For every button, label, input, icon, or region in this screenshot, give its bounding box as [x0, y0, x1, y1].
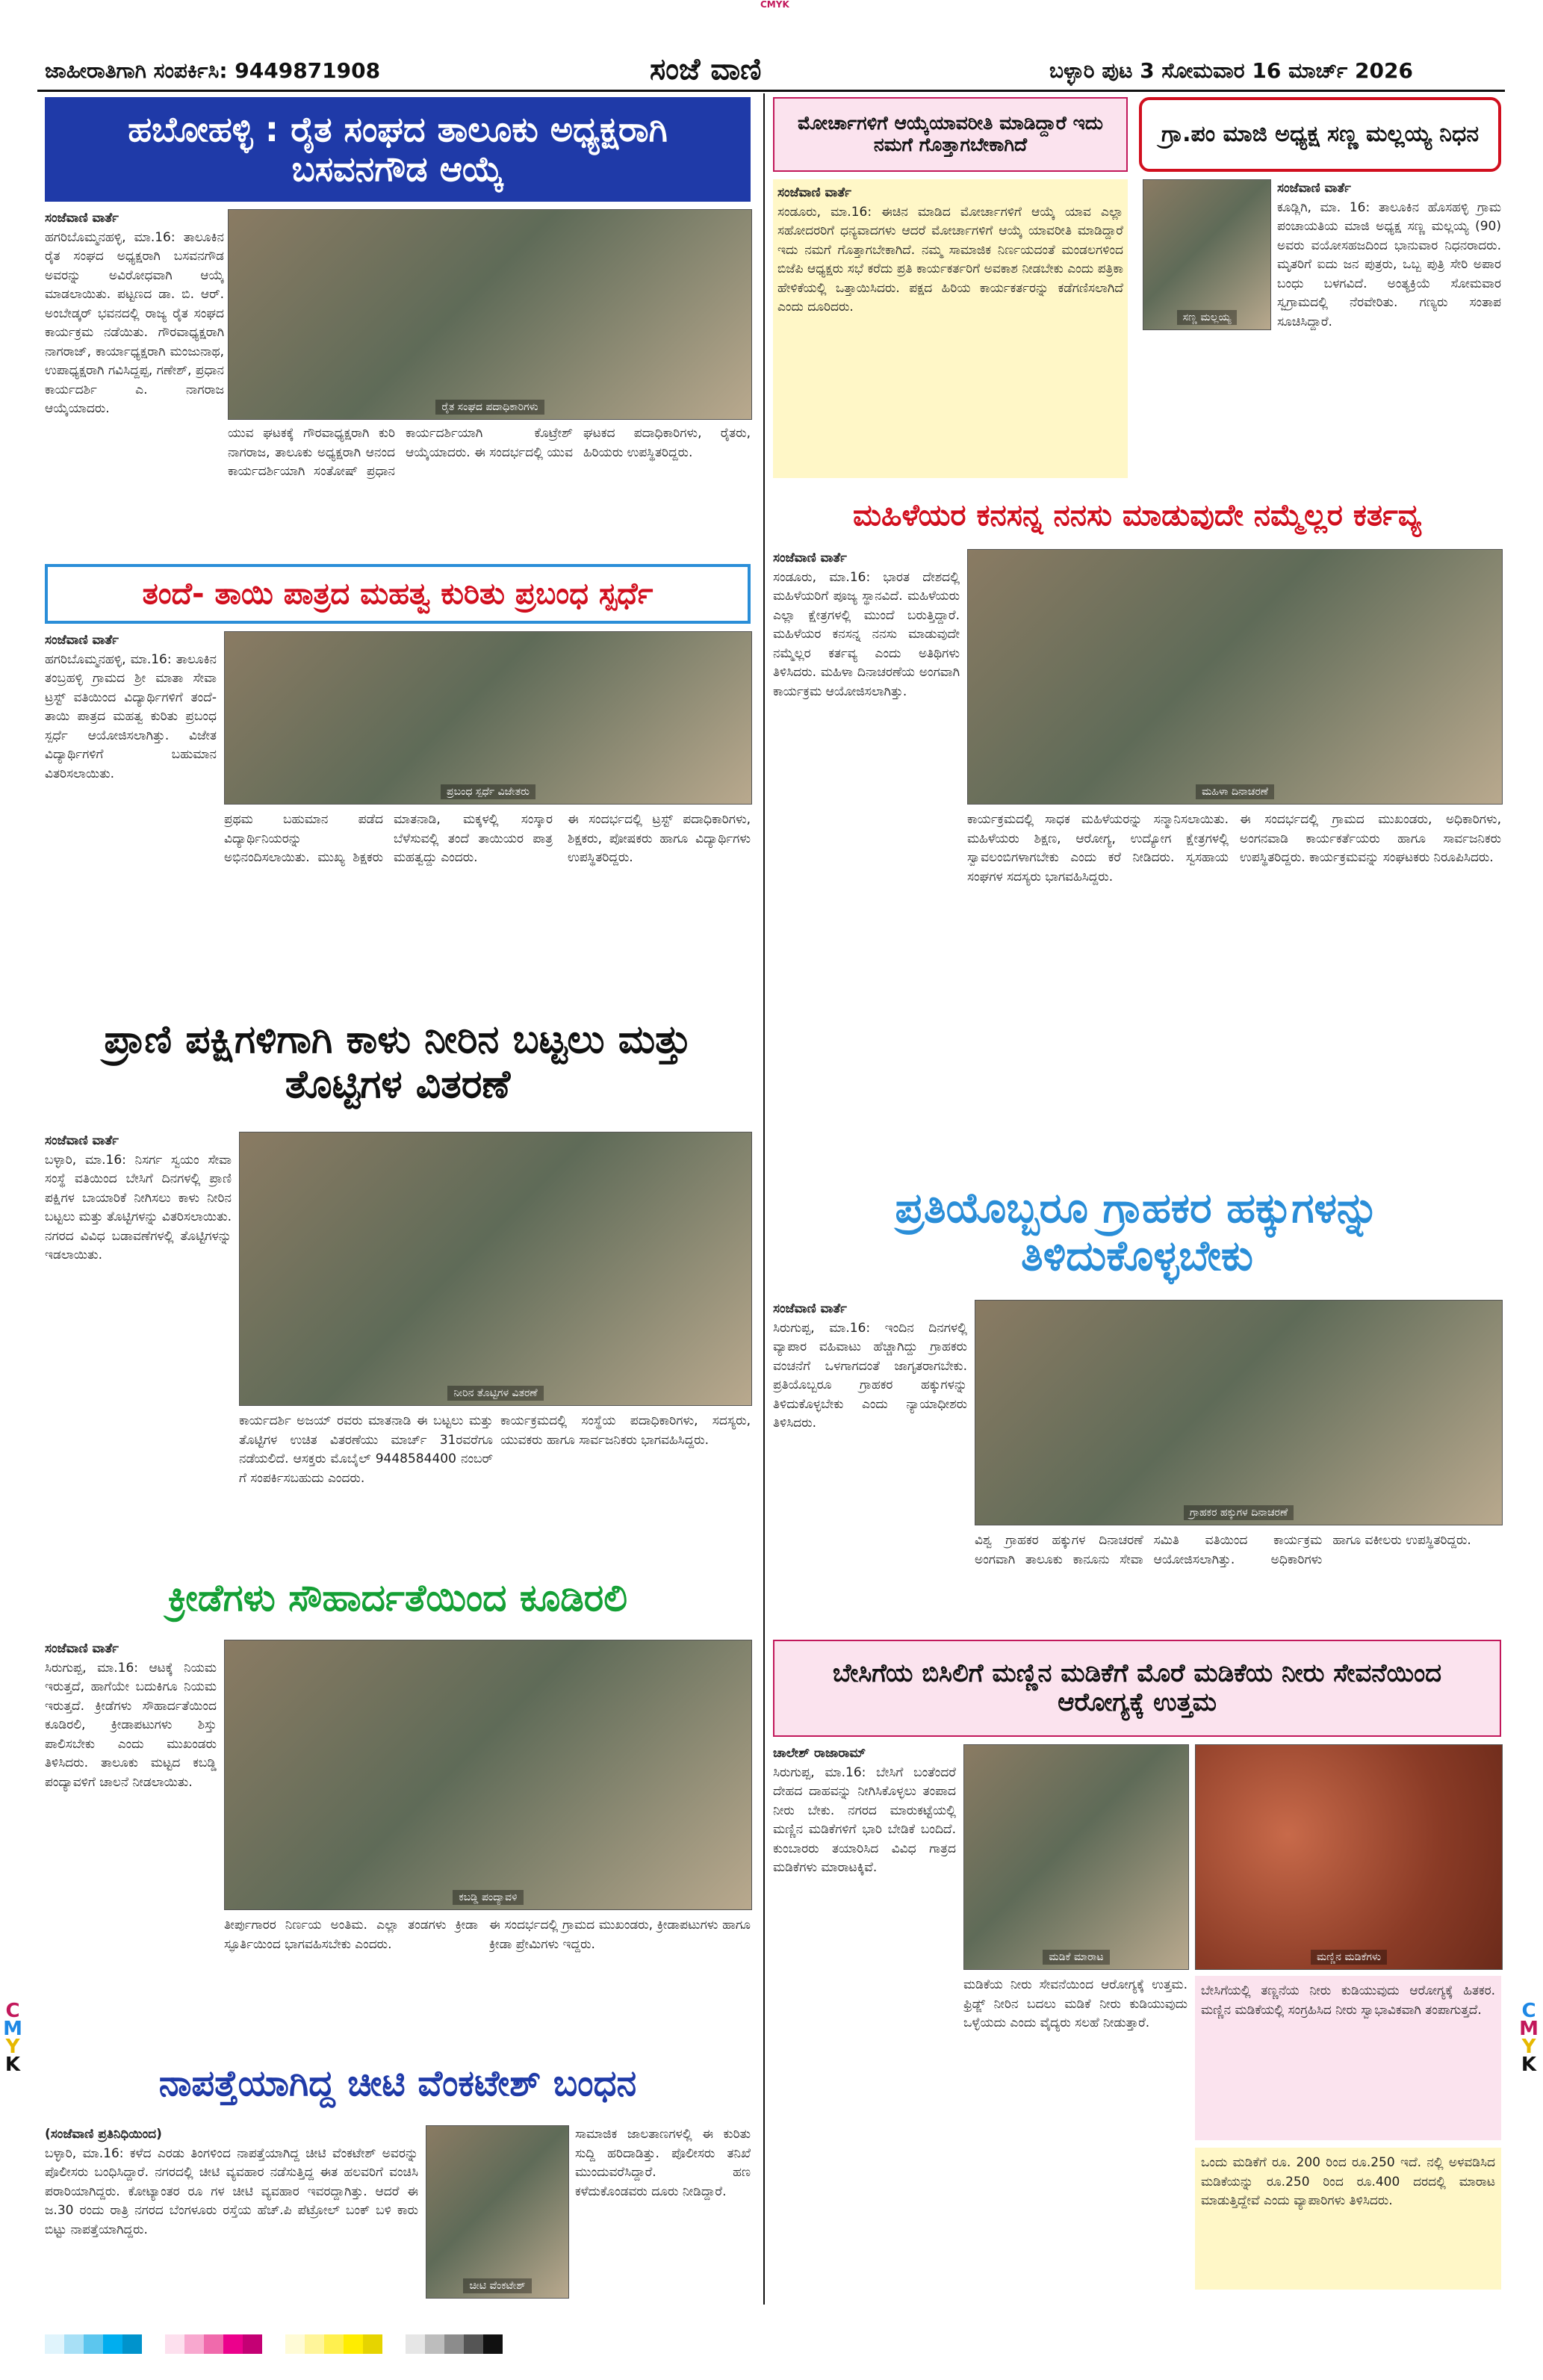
- story4-text-c: [1240, 811, 1501, 1162]
- story6-byline: ಸಂಜೆವಾಣಿ ವಾರ್ತೆ: [45, 1133, 119, 1148]
- story8-text-a: [45, 1640, 217, 2043]
- story1-body2: ಯುವ ಘಟಕಕ್ಕೆ ಗೌರವಾಧ್ಯಕ್ಷರಾಗಿ ಕುರಿ ನಾಗರಾಜ, ತಾಲೂಕು ಅಧ್ಯಕ್ಷರಾಗಿ ಆನಂದ ಕಾರ್ಯದರ್ಶಿಯಾಗಿ ಸಂತೋಷ್ ಪ್ರಧಾನ ಕಾರ್ಯದರ್ಶಿಯಾಗಿ ಕೊಟ್ರೇಶ್ ಆಯ್ಕೆಯಾದರು. ಈ ಸಂದರ್ಭದಲ್ಲಿ ಯುವ ಘಟಕದ ಪದಾಧಿಕಾರಿಗಳು, ರೈತರು, ಹಿರಿಯರು ಉಪಸ್ಥಿತರಿದ್ದರು.: [228, 426, 751, 479]
- story10-text-b: [575, 2125, 751, 2301]
- story6-body2: ಕಾರ್ಯದರ್ಶಿ ಅಜಯ್ ರವರು ಮಾತನಾಡಿ ಈ ಬಟ್ಟಲು ಮತ್ತು ತೊಟ್ಟಿಗಳ ಉಚಿತ ವಿತರಣೆಯು ಮಾರ್ಚ್ 31ರವರೆಗೂ ನಡೆಯಲಿದೆ. ಆಸಕ್ತರು ಮೊಬೈಲ್ 9448584400 ನಂಬರ್ ಗೆ ಸಂಪರ್ಕಿಸಬಹುದು ಎಂದರು.: [239, 1413, 493, 1486]
- story10-headline: ನಾಪತ್ತೆಯಾಗಿದ್ದ ಚೀಟಿ ವೆಂಕಟೇಶ್ ಬಂಧನ: [158, 2063, 637, 2105]
- story3-byline: ಸಂಜೆವಾಣಿ ವಾರ್ತೆ: [1277, 181, 1351, 196]
- story9-body3: ಒಂದು ಮಡಿಕೆಗೆ ರೂ. 200 ರಿಂದ ರೂ.250 ಇದೆ. ನಲ್ಲಿ ಅಳವಡಿಸಿದ ಮಡಿಕೆಯನ್ನು ರೂ.250 ರಿಂದ ರೂ.400 ದರದಲ್ಲಿ ಮಾರಾಟ ಮಾಡುತ್ತಿದ್ದೇವೆ ಎಂದು ವ್ಯಾಪಾರಿಗಳು ತಿಳಿಸಿದರು.: [1201, 2155, 1495, 2208]
- story3-text: [1277, 179, 1501, 478]
- story6-body1: ಬಳ್ಳಾರಿ, ಮಾ.16: ನಿಸರ್ಗ ಸ್ವಯಂ ಸೇವಾ ಸಂಸ್ಥೆ ವತಿಯಿಂದ ಬೇಸಿಗೆ ದಿನಗಳಲ್ಲಿ ಪ್ರಾಣಿ ಪಕ್ಷಿಗಳ ಬಾಯಾರಿಕೆ ನೀಗಿಸಲು ಕಾಳು ನೀರಿನ ಬಟ್ಟಲು ಮತ್ತು ತೊಟ್ಟಿಗಳನ್ನು ವಿತರಿಸಲಾಯಿತು. ನಗರದ ವಿವಿಧ ಬಡಾವಣೆಗಳಲ್ಲಿ ತೊಟ್ಟಿಗಳನ್ನು ಇಡಲಾಯಿತು.: [45, 1152, 232, 1262]
- story5-text-a: [45, 631, 217, 990]
- story8-body1: ಸಿರುಗುಪ್ಪ, ಮಾ.16: ಆಟಕ್ಕೆ ನಿಯಮ ಇರುತ್ತದೆ, ಹಾಗೆಯೇ ಬದುಕಿಗೂ ನಿಯಮ ಇರುತ್ತದೆ. ಕ್ರೀಡೆಗಳು ಸೌಹಾರ್ದತೆಯಿಂದ ಕೂಡಿರಲಿ, ಕ್ರೀಡಾಪಟುಗಳು ಶಿಸ್ತು ಪಾಲಿಸಬೇಕು ಎಂದು ಮುಖಂಡರು ತಿಳಿಸಿದರು. ತಾಲೂಕು ಮಟ್ಟದ ಕಬಡ್ಡಿ ಪಂದ್ಯಾವಳಿಗೆ ಚಾಲನೆ ನೀಡಲಾಯಿತು.: [45, 1660, 217, 1790]
- story10-photo: [426, 2125, 569, 2299]
- story1-headline: ಹಬೋಹಳ್ಳಿ : ರೈತ ಸಂಘದ ತಾಲೂಕು ಅಧ್ಯಕ್ಷರಾಗಿ ಬಸವನಗೌಡ ಆಯ್ಕೆ: [45, 97, 751, 202]
- story4-photo: [967, 549, 1503, 805]
- story10-byline: (ಸಂಜೆವಾಣಿ ಪ್ರತಿನಿಧಿಯಿಂದ): [45, 2127, 162, 2142]
- column-divider: [763, 93, 765, 2305]
- story5-headline: ತಂದೆ- ತಾಯಿ ಪಾತ್ರದ ಮಹತ್ವ ಕುರಿತು ಪ್ರಬಂಧ ಸ್ಪರ್ಧೆ: [45, 564, 751, 624]
- story7-body1: ಸಿರುಗುಪ್ಪ, ಮಾ.16: ಇಂದಿನ ದಿನಗಳಲ್ಲಿ ವ್ಯಾಪಾರ ವಹಿವಾಟು ಹೆಚ್ಚಾಗಿದ್ದು ಗ್ರಾಹಕರು ವಂಚನೆಗೆ ಒಳಗಾಗದಂತೆ ಜಾಗೃತರಾಗಬೇಕು. ಪ್ರತಿಯೊಬ್ಬರೂ ಗ್ರಾಹಕರ ಹಕ್ಕುಗಳನ್ನು ತಿಳಿದುಕೊಳ್ಳಬೇಕು ಎಂದು ನ್ಯಾಯಾಧೀಶರು ತಿಳಿಸಿದರು.: [773, 1320, 967, 1431]
- story9-photo-b-caption: ಮಣ್ಣಿನ ಮಡಿಕೆಗಳು: [1311, 1950, 1387, 1965]
- story4-text-b: [967, 811, 1229, 1162]
- story7-text-a: [773, 1300, 967, 1628]
- story2-text: [773, 179, 1128, 478]
- story8-headline: ಕ್ರೀಡೆಗಳು ಸೌಹಾರ್ದತೆಯಿಂದ ಕೂಡಿರಲಿ: [167, 1576, 628, 1620]
- story7-photo: [975, 1300, 1503, 1525]
- story4-byline: ಸಂಜೆವಾಣಿ ವಾರ್ತೆ: [773, 551, 847, 565]
- story5-photo-caption: ಪ್ರಬಂಧ ಸ್ಪರ್ಧೆ ವಿಜೇತರು: [441, 784, 535, 799]
- story5-body2: ಪ್ರಥಮ ಬಹುಮಾನ ಪಡೆದ ವಿದ್ಯಾರ್ಥಿನಿಯರನ್ನು ಅಭಿನಂದಿಸಲಾಯಿತು. ಮುಖ್ಯ ಶಿಕ್ಷಕರು ಮಾತನಾಡಿ, ಮಕ್ಕಳಲ್ಲಿ ಸಂಸ್ಕಾರ ಬೆಳೆಸುವಲ್ಲಿ ತಂದೆ ತಾಯಿಯರ ಪಾತ್ರ ಮಹತ್ವದ್ದು ಎಂದರು.: [224, 812, 553, 865]
- story5-photo: [224, 631, 752, 805]
- story7-photo-caption: ಗ್ರಾಹಕರ ಹಕ್ಕುಗಳ ದಿನಾಚರಣೆ: [1184, 1505, 1294, 1520]
- story9-highlight-text: ಬೇಸಿಗೆಯಲ್ಲಿ ತಣ್ಣನೆಯ ನೀರು ಕುಡಿಯುವುದು ಆರೋಗ್ಯಕ್ಕೆ ಹಿತಕರ. ಮಣ್ಣಿನ ಮಡಿಕೆಯಲ್ಲಿ ಸಂಗ್ರಹಿಸಿದ ನೀರು ಸ್ವಾಭಾವಿಕವಾಗಿ ತಂಪಾಗುತ್ತದೆ.: [1201, 1983, 1495, 2018]
- story9-text-b: [963, 1976, 1187, 2290]
- story9-body1: ಸಿರುಗುಪ್ಪ, ಮಾ.16: ಬೇಸಿಗೆ ಬಂತೆಂದರೆ ದೇಹದ ದಾಹವನ್ನು ನೀಗಿಸಿಕೊಳ್ಳಲು ತಂಪಾದ ನೀರು ಬೇಕು. ನಗರದ ಮಾರುಕಟ್ಟೆಯಲ್ಲಿ ಮಣ್ಣಿನ ಮಡಿಕೆಗಳಿಗೆ ಭಾರಿ ಬೇಡಿಕೆ ಬಂದಿದೆ. ಕುಂಬಾರರು ತಯಾರಿಸಿದ ವಿವಿಧ ಗಾತ್ರದ ಮಡಿಕೆಗಳು ಮಾರಾಟಕ್ಕಿವೆ.: [773, 1764, 956, 1875]
- story1-photo-caption: ರೈತ ಸಂಘದ ಪದಾಧಿಕಾರಿಗಳು: [435, 400, 544, 415]
- story3-photo-caption: ಸಣ್ಣ ಮಲ್ಲಯ್ಯ: [1177, 310, 1238, 325]
- story8-photo-caption: ಕಬಡ್ಡಿ ಪಂದ್ಯಾವಳಿ: [453, 1890, 523, 1905]
- story7-body2: ವಿಶ್ವ ಗ್ರಾಹಕರ ಹಕ್ಕುಗಳ ದಿನಾಚರಣೆ ಅಂಗವಾಗಿ ತಾಲೂಕು ಕಾನೂನು ಸೇವಾ ಸಮಿತಿ ವತಿಯಿಂದ ಕಾರ್ಯಕ್ರಮ ಆಯೋಜಿಸಲಾಗಿತ್ತು. ಅಧಿಕಾರಿಗಳು ಹಾಗೂ ವಕೀಲರು ಉಪಸ್ಥಿತರಿದ್ದರು.: [975, 1533, 1471, 1567]
- story6-photo: [239, 1132, 752, 1406]
- story7-text-b: [975, 1531, 1501, 1628]
- story4-text-a: [773, 549, 960, 1162]
- story4-body1: ಸಂಡೂರು, ಮಾ.16: ಭಾರತ ದೇಶದಲ್ಲಿ ಮಹಿಳೆಯರಿಗೆ ಪೂಜ್ಯ ಸ್ಥಾನವಿದೆ. ಮಹಿಳೆಯರು ಎಲ್ಲಾ ಕ್ಷೇತ್ರಗಳಲ್ಲಿ ಮುಂದೆ ಬರುತ್ತಿದ್ದಾರೆ. ಮಹಿಳೆಯರ ಕನಸನ್ನ ನನಸು ಮಾಡುವುದೇ ನಮ್ಮೆಲ್ಲರ ಕರ್ತವ್ಯ ಎಂದು ಅತಿಥಿಗಳು ತಿಳಿಸಿದರು. ಮಹಿಳಾ ದಿನಾಚರಣೆಯ ಅಂಗವಾಗಿ ಕಾರ್ಯಕ್ರಮ ಆಯೋಜಿಸಲಾಗಿತ್ತು.: [773, 569, 960, 699]
- story9-text-a: [773, 1744, 956, 2133]
- story2-body: ಸಂಡೂರು, ಮಾ.16: ಈಚಿನ ಮಾಡಿದ ಮೋರ್ಚಾಗಳಿಗೆ ಆಯ್ಕೆ ಯಾವ ಎಲ್ಲಾ ಸಹೋದರರಿಗೆ ಧನ್ಯವಾದಗಳು ಆದರೆ ಮೋರ್ಚಾಗಳಿಗೆ ಆಯ್ಕೆ ಯಾವರೀತಿ ಮಾಡಿದ್ದಾರೆ ಇದು ನಮಗೆ ಗೊತ್ತಾಗಬೇಕಾಗಿದೆ. ನಮ್ಮ ಸಾಮಾಜಿಕ ನಿರ್ಣಯದಂತೆ ಮಂಡಲಗಳಿಂದ ಬಿಜೆಪಿ ಆಧ್ಯಕ್ಷರು ಸಭೆ ಕರೆದು ಪ್ರತಿ ಕಾರ್ಯಕರ್ತರಿಗೆ ಅವಕಾಶ ನೀಡಬೇಕು ಎಂದು ಪತ್ರಿಕಾ ಹೇಳಿಕೆಯಲ್ಲಿ ಒತ್ತಾಯಿಸಿದರು. ಪಕ್ಷದ ಹಿರಿಯ ಕಾರ್ಯಕರ್ತರನ್ನು ಕಡೆಗಣಿಸಲಾಗಿದೆ ಎಂದು ದೂರಿದರು.: [777, 204, 1123, 314]
- story8-text-b: [224, 1916, 478, 2043]
- story10-body3: ಸಾಮಾಜಿಕ ಜಾಲತಾಣಗಳಲ್ಲಿ ಈ ಕುರಿತು ಸುದ್ದಿ ಹರಿದಾಡಿತ್ತು. ಪೊಲೀಸರು ತನಿಖೆ ಮುಂದುವರೆಸಿದ್ದಾರೆ. ಹಣ ಕಳೆದುಕೊಂಡವರು ದೂರು ನೀಡಿದ್ದಾರೆ.: [575, 2127, 751, 2199]
- story5-text-c: [568, 811, 751, 990]
- story5-byline: ಸಂಜೆವಾಣಿ ವಾರ್ತೆ: [45, 633, 119, 648]
- story2-byline: ಸಂಜೆವಾಣಿ ವಾರ್ತೆ: [777, 185, 851, 200]
- story3-photo: [1143, 179, 1271, 330]
- edition-line: ಬಳ್ಳಾರಿ ಪುಟ 3 ಸೋಮವಾರ 16 ಮಾರ್ಚ್ 2026: [1049, 58, 1413, 83]
- story8-byline: ಸಂಜೆವಾಣಿ ವಾರ್ತೆ: [45, 1641, 119, 1656]
- story9-text-c: [1195, 2148, 1501, 2290]
- story10-body2: ಕೋಟ್ಯಾಂತರ ರೂ ಗಳ ಚೀಟಿ ವ್ಯವಹಾರ ಇವರದ್ದಾಗಿತ್ತು. ಆದರೆ ಈ ಜ.30 ರಂದು ರಾತ್ರಿ ನಗರದ ಬೆಂಗಳೂರು ರಸ್ತೆಯ ಹೆಚ್.ಪಿ ಪೆಟ್ರೋಲ್ ಬಂಕ್ ಬಳಿ ಕಾರು ಬಿಟ್ಟು ನಾಪತ್ತೆಯಾಗಿದ್ದರು.: [45, 2184, 418, 2237]
- story9-photo-a-caption: ಮಡಿಕೆ ಮಾರಾಟ: [1043, 1950, 1109, 1965]
- story7-headline: ಪ್ರತಿಯೊಬ್ಬರೂ ಗ್ರಾಹಕರ ಹಕ್ಕುಗಳನ್ನು ತಿಳಿದುಕೊಳ್ಳಬೇಕು: [895, 1183, 1379, 1280]
- story9-body2: ಮಡಿಕೆಯ ನೀರು ಸೇವನೆಯಿಂದ ಆರೋಗ್ಯಕ್ಕೆ ಉತ್ತಮ. ಫ್ರಿಡ್ಜ್ ನೀರಿನ ಬದಲು ಮಡಿಕೆ ನೀರು ಕುಡಿಯುವುದು ಒಳ್ಳೆಯದು ಎಂದು ವೈದ್ಯರು ಸಲಹೆ ನೀಡುತ್ತಾರೆ.: [963, 1977, 1187, 2030]
- story9-photo-a: [963, 1744, 1189, 1970]
- story8-photo: [224, 1640, 752, 1910]
- story5-text-b: [224, 811, 553, 990]
- story1-text-a: [45, 209, 224, 590]
- story8-body2: ತೀರ್ಪುಗಾರರ ನಿರ್ಣಯ ಅಂತಿಮ. ಎಲ್ಲಾ ತಂಡಗಳು ಕ್ರೀಡಾ ಸ್ಫೂರ್ತಿಯಿಂದ ಭಾಗವಹಿಸಬೇಕು ಎಂದರು.: [224, 1918, 478, 1952]
- story6-text-b: [239, 1412, 493, 1550]
- story1-byline: ಸಂಜೆವಾಣಿ ವಾರ್ತೆ: [45, 211, 119, 226]
- cmyk-mark-right: C M Y K: [1519, 2000, 1539, 2076]
- story10-photo-caption: ಚೀಟಿ ವೆಂಕಟೇಶ್: [463, 2278, 531, 2293]
- story10-body1: ಬಳ್ಳಾರಿ, ಮಾ.16: ಕಳೆದ ಎರಡು ತಿಂಗಳಿಂದ ನಾಪತ್ತೆಯಾಗಿದ್ದ ಚೀಟಿ ವೆಂಕಟೇಶ್ ಅವರನ್ನು ಪೊಲೀಸರು ಬಂಧಿಸಿದ್ದಾರೆ. ನಗರದಲ್ಲಿ ಚೀಟಿ ವ್ಯವಹಾರ ನಡೆಸುತ್ತಿದ್ದ ಈತ ಹಲವರಿಗೆ ವಂಚಿಸಿ ಪರಾರಿಯಾಗಿದ್ದರು.: [45, 2145, 418, 2199]
- story5-body3: ಈ ಸಂದರ್ಭದಲ್ಲಿ ಟ್ರಸ್ಟ್ ಪದಾಧಿಕಾರಿಗಳು, ಶಿಕ್ಷಕರು, ಪೋಷಕರು ಹಾಗೂ ವಿದ್ಯಾರ್ಥಿಗಳು ಉಪಸ್ಥಿತರಿದ್ದರು.: [568, 812, 751, 865]
- cmyk-mark-left: C M Y K: [3, 2000, 22, 2076]
- cmyk-mark-top: CMYK: [760, 0, 789, 10]
- story4-headline: ಮಹಿಳೆಯರ ಕನಸನ್ನ ನನಸು ಮಾಡುವುದೇ ನಮ್ಮೆಲ್ಲರ ಕರ್ತವ್ಯ: [853, 498, 1421, 533]
- story8-text-c: [489, 1916, 751, 2043]
- masthead: ಸಂಜೆ ವಾಣಿ: [650, 52, 762, 87]
- story6-photo-caption: ನೀರಿನ ತೊಟ್ಟಿಗಳ ವಿತರಣೆ: [447, 1386, 543, 1401]
- story3-headline: ಗ್ರಾ.ಪಂ ಮಾಜಿ ಅಧ್ಯಕ್ಷ ಸಣ್ಣ ಮಲ್ಲಯ್ಯ ನಿಧನ: [1139, 97, 1501, 172]
- story4-photo-caption: ಮಹಿಳಾ ದಿನಾಚರಣೆ: [1196, 784, 1274, 799]
- color-calibration-bar: [45, 2334, 702, 2354]
- story1-photo: [228, 209, 752, 420]
- story7-byline: ಸಂಜೆವಾಣಿ ವಾರ್ತೆ: [773, 1301, 847, 1316]
- story9-headline: ಬೇಸಿಗೆಯ ಬಿಸಿಲಿಗೆ ಮಣ್ಣಿನ ಮಡಿಕೆಗೆ ಮೊರೆ ಮಡಿಕೆಯ ನೀರು ಸೇವನೆಯಿಂದ ಆರೋಗ್ಯಕ್ಕೆ ಉತ್ತಮ: [773, 1640, 1501, 1737]
- story9-highlight: [1195, 1976, 1501, 2140]
- story3-body: ಕೂಡ್ಲಿಗಿ, ಮಾ. 16: ತಾಲೂಕಿನ ಹೊಸಹಳ್ಳಿ ಗ್ರಾಮ ಪಂಚಾಯತಿಯ ಮಾಜಿ ಅಧ್ಯಕ್ಷ ಸಣ್ಣ ಮಲ್ಲಯ್ಯ (90) ಅವರು ವಯೋಸಹಜದಿಂದ ಭಾನುವಾರ ನಿಧನರಾದರು. ಮೃತರಿಗೆ ಐದು ಜನ ಪುತ್ರರು, ಒಬ್ಬ ಪುತ್ರಿ ಸೇರಿ ಅಪಾರ ಬಂಧು ಬಳಗವಿದೆ. ಅಂತ್ಯಕ್ರಿಯೆ ಸೋಮವಾರ ಸ್ವಗ್ರಾಮದಲ್ಲಿ ನೆರವೇರಿತು. ಗಣ್ಯರು ಸಂತಾಪ ಸೂಚಿಸಿದ್ದಾರೆ.: [1277, 199, 1501, 329]
- story9-photo-b: [1195, 1744, 1503, 1970]
- story4-body3: ಈ ಸಂದರ್ಭದಲ್ಲಿ ಗ್ರಾಮದ ಮುಖಂಡರು, ಅಧಿಕಾರಿಗಳು, ಅಂಗನವಾಡಿ ಕಾರ್ಯಕರ್ತೆಯರು ಹಾಗೂ ಸಾರ್ವಜನಿಕರು ಉಪಸ್ಥಿತರಿದ್ದರು. ಕಾರ್ಯಕ್ರಮವನ್ನು ಸಂಘಟಕರು ನಿರೂಪಿಸಿದರು.: [1240, 812, 1501, 865]
- story2-headline: ಮೋರ್ಚಾಗಳಿಗೆ ಆಯ್ಕೆಯಾವರೀತಿ ಮಾಡಿದ್ದಾರೆ ಇದು ನಮಗೆ ಗೊತ್ತಾಗಬೇಕಾಗಿದೆ: [773, 97, 1128, 172]
- story6-text-a: [45, 1132, 232, 1550]
- ad-contact: ಜಾಹೀರಾತಿಗಾಗಿ ಸಂಪರ್ಕಿಸಿ: 9449871908: [45, 58, 381, 83]
- story9-byline: ಚಾಲೇಶ್ ರಾಜಾರಾಮ್: [773, 1746, 866, 1761]
- story1-body1: ಹಗರಿಬೊಮ್ಮನಹಳ್ಳಿ, ಮಾ.16: ತಾಲೂಕಿನ ರೈತ ಸಂಘದ ಅಧ್ಯಕ್ಷರಾಗಿ ಬಸವನಗೌಡ ಅವರನ್ನು ಅವಿರೋಧವಾಗಿ ಆಯ್ಕೆ ಮಾಡಲಾಯಿತು. ಪಟ್ಟಣದ ಡಾ. ಬಿ. ಆರ್. ಅಂಬೇಡ್ಕರ್ ಭವನದಲ್ಲಿ ರಾಜ್ಯ ರೈತ ಸಂಘದ ಕಾರ್ಯಕ್ರಮ ನಡೆಯಿತು. ಗೌರವಾಧ್ಯಕ್ಷರಾಗಿ ನಾಗರಾಜ್, ಕಾರ್ಯಾಧ್ಯಕ್ಷರಾಗಿ ಮಂಜುನಾಥ, ಉಪಾಧ್ಯಕ್ಷರಾಗಿ ಗವಿಸಿದ್ದಪ್ಪ, ಗಣೇಶ್, ಪ್ರಧಾನ ಕಾರ್ಯದರ್ಶಿ ಎ. ನಾಗರಾಜ ಆಯ್ಕೆಯಾದರು.: [45, 229, 224, 416]
- story8-body3: ಈ ಸಂದರ್ಭದಲ್ಲಿ ಗ್ರಾಮದ ಮುಖಂಡರು, ಕ್ರೀಡಾಪಟುಗಳು ಹಾಗೂ ಕ್ರೀಡಾ ಪ್ರೇಮಿಗಳು ಇದ್ದರು.: [489, 1918, 751, 1952]
- story6-body3: ಕಾರ್ಯಕ್ರಮದಲ್ಲಿ ಸಂಸ್ಥೆಯ ಪದಾಧಿಕಾರಿಗಳು, ಸದಸ್ಯರು, ಯುವಕರು ಹಾಗೂ ಸಾರ್ವಜನಿಕರು ಭಾಗವಹಿಸಿದ್ದರು.: [500, 1413, 751, 1448]
- story10-text-a: [45, 2125, 418, 2301]
- story6-text-c: [500, 1412, 751, 1550]
- story4-body2: ಕಾರ್ಯಕ್ರಮದಲ್ಲಿ ಸಾಧಕ ಮಹಿಳೆಯರನ್ನು ಸನ್ಮಾನಿಸಲಾಯಿತು. ಮಹಿಳೆಯರು ಶಿಕ್ಷಣ, ಆರೋಗ್ಯ, ಉದ್ಯೋಗ ಕ್ಷೇತ್ರಗಳಲ್ಲಿ ಸ್ವಾವಲಂಬಿಗಳಾಗಬೇಕು ಎಂದು ಕರೆ ನೀಡಿದರು. ಸ್ವಸಹಾಯ ಸಂಘಗಳ ಸದಸ್ಯರು ಭಾಗವಹಿಸಿದ್ದರು.: [967, 812, 1229, 884]
- story5-body1: ಹಗರಿಬೊಮ್ಮನಹಳ್ಳಿ, ಮಾ.16: ತಾಲೂಕಿನ ತಂಬ್ರಹಳ್ಳಿ ಗ್ರಾಮದ ಶ್ರೀ ಮಾತಾ ಸೇವಾ ಟ್ರಸ್ಟ್ ವತಿಯಿಂದ ವಿದ್ಯಾರ್ಥಿಗಳಿಗೆ ತಂದೆ- ತಾಯಿ ಪಾತ್ರದ ಮಹತ್ವ ಕುರಿತು ಪ್ರಬಂಧ ಸ್ಪರ್ಧೆ ಆಯೋಜಿಸಲಾಗಿತ್ತು. ವಿಜೇತ ವಿದ್ಯಾರ್ಥಿಗಳಿಗೆ ಬಹುಮಾನ ವಿತರಿಸಲಾಯಿತು.: [45, 651, 217, 781]
- story6-headline: ಪ್ರಾಣಿ ಪಕ್ಷಿಗಳಿಗಾಗಿ ಕಾಳು ನೀರಿನ ಬಟ್ಟಲು ಮತ್ತು ತೊಟ್ಟಿಗಳ ವಿತರಣೆ: [104, 1017, 692, 1107]
